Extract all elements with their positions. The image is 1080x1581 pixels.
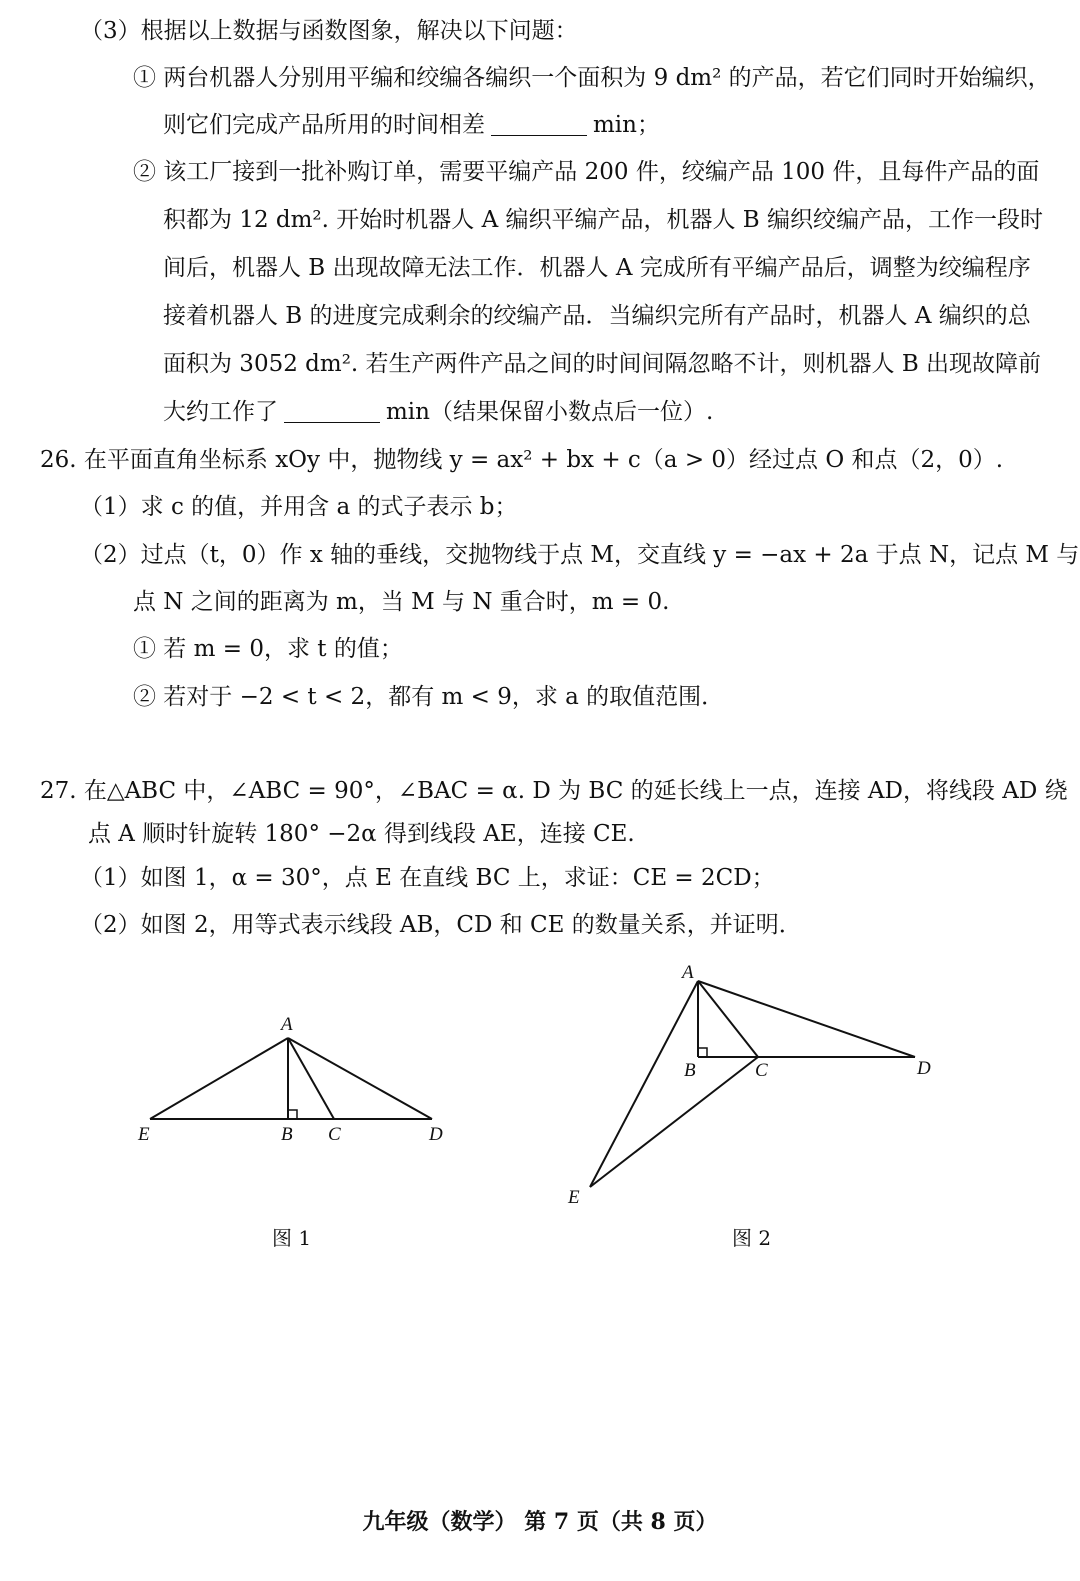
problem-27-part2: （2）如图 2，用等式表示线段 AB，CD 和 CE 的数量关系，并证明． — [80, 912, 802, 938]
fig2-label-B: B — [684, 1060, 696, 1081]
problem-26-part2-sub2: ② 若对于 −2 < t < 2，都有 m < 9，求 a 的取值范围． — [133, 684, 725, 710]
fig1-caption: 图 1 — [272, 1226, 312, 1250]
problem-26-part1: （1）求 c 的值，并用含 a 的式子表示 b； — [80, 494, 518, 520]
fig1-label-C: C — [328, 1124, 341, 1145]
fig1-label-D: D — [429, 1124, 443, 1145]
problem-26-part2-sub1: ① 若 m = 0，求 t 的值； — [133, 636, 403, 662]
fig2-label-D: D — [917, 1058, 931, 1079]
problem-25-sub2-line4: 接着机器人 B 的进度完成剩余的绞编产品．当编织完所有产品时，机器人 A 编织的总 — [163, 303, 1031, 329]
fig2-label-E: E — [568, 1187, 580, 1208]
fig2-label-A: A — [682, 962, 694, 983]
problem-25-sub1-line1: ① 两台机器人分别用平编和绞编各编织一个面积为 9 dm² 的产品，若它们同时开始编织， — [133, 65, 1051, 91]
problem-25-sub2-line2: 积都为 12 dm². 开始时机器人 A 编织平编产品，机器人 B 编织绞编产品，工作一段时 — [163, 207, 1044, 233]
text: 则它们完成产品所用的时间相差 — [163, 112, 485, 138]
fig1-label-A: A — [281, 1014, 293, 1035]
problem-26-part2-line2: 点 N 之间的距离为 m，当 M 与 N 重合时，m = 0. — [133, 589, 670, 615]
segment-AE — [590, 981, 698, 1187]
segment-AD — [698, 981, 915, 1057]
segment-AE — [150, 1038, 288, 1119]
problem-25-sub2-line5: 面积为 3052 dm². 若生产两件产品之间的时间间隔忽略不计，则机器人 B 出现故障前 — [163, 351, 1042, 377]
problem-25-sub2-line1: ② 该工厂接到一批补购订单，需要平编产品 200 件，绞编产品 100 件，且每件产品的面 — [133, 159, 1040, 185]
text: 大约工作了 — [163, 399, 278, 425]
fig1-label-E: E — [138, 1124, 150, 1145]
right-angle-mark — [288, 1110, 297, 1119]
text: min（结果保留小数点后一位）. — [386, 399, 714, 425]
problem-27-stem-line1: 27. 在△ABC 中，∠ABC = 90°，∠BAC = α. D 为 BC 的延长线上一点，连接 AD，将线段 AD 绕 — [40, 778, 1068, 804]
problem-25-sub2-line3: 间后，机器人 B 出现故障无法工作．机器人 A 完成所有平编产品后，调整为绞编程序 — [163, 255, 1031, 281]
segment-CE — [590, 1057, 758, 1187]
problem-26-stem: 26. 在平面直角坐标系 xOy 中，抛物线 y = ax² + bx + c（a > 0）经过点 O 和点（2，0）. — [40, 447, 1004, 473]
problem-25-part3-intro: （3）根据以上数据与函数图象，解决以下问题： — [80, 18, 578, 44]
problem-27-stem-line2: 点 A 顺时针旋转 180° −2α 得到线段 AE，连接 CE. — [88, 821, 635, 847]
fig1-label-B: B — [281, 1124, 293, 1145]
text: min； — [593, 112, 660, 138]
page-footer: 九年级（数学） 第 7 页（共 8 页） — [362, 1509, 718, 1535]
segment-AD — [288, 1038, 432, 1119]
problem-26-part2-line1: （2）过点（t，0）作 x 轴的垂线，交抛物线于点 M，交直线 y = −ax + 2a 于点 N，记点 M 与 — [80, 542, 1080, 568]
fig2-caption: 图 2 — [732, 1226, 772, 1250]
right-angle-mark — [698, 1048, 707, 1057]
fig2-label-C: C — [755, 1060, 768, 1081]
problem-27-part1: （1）如图 1，α = 30°，点 E 在直线 BC 上，求证：CE = 2CD； — [80, 865, 775, 891]
